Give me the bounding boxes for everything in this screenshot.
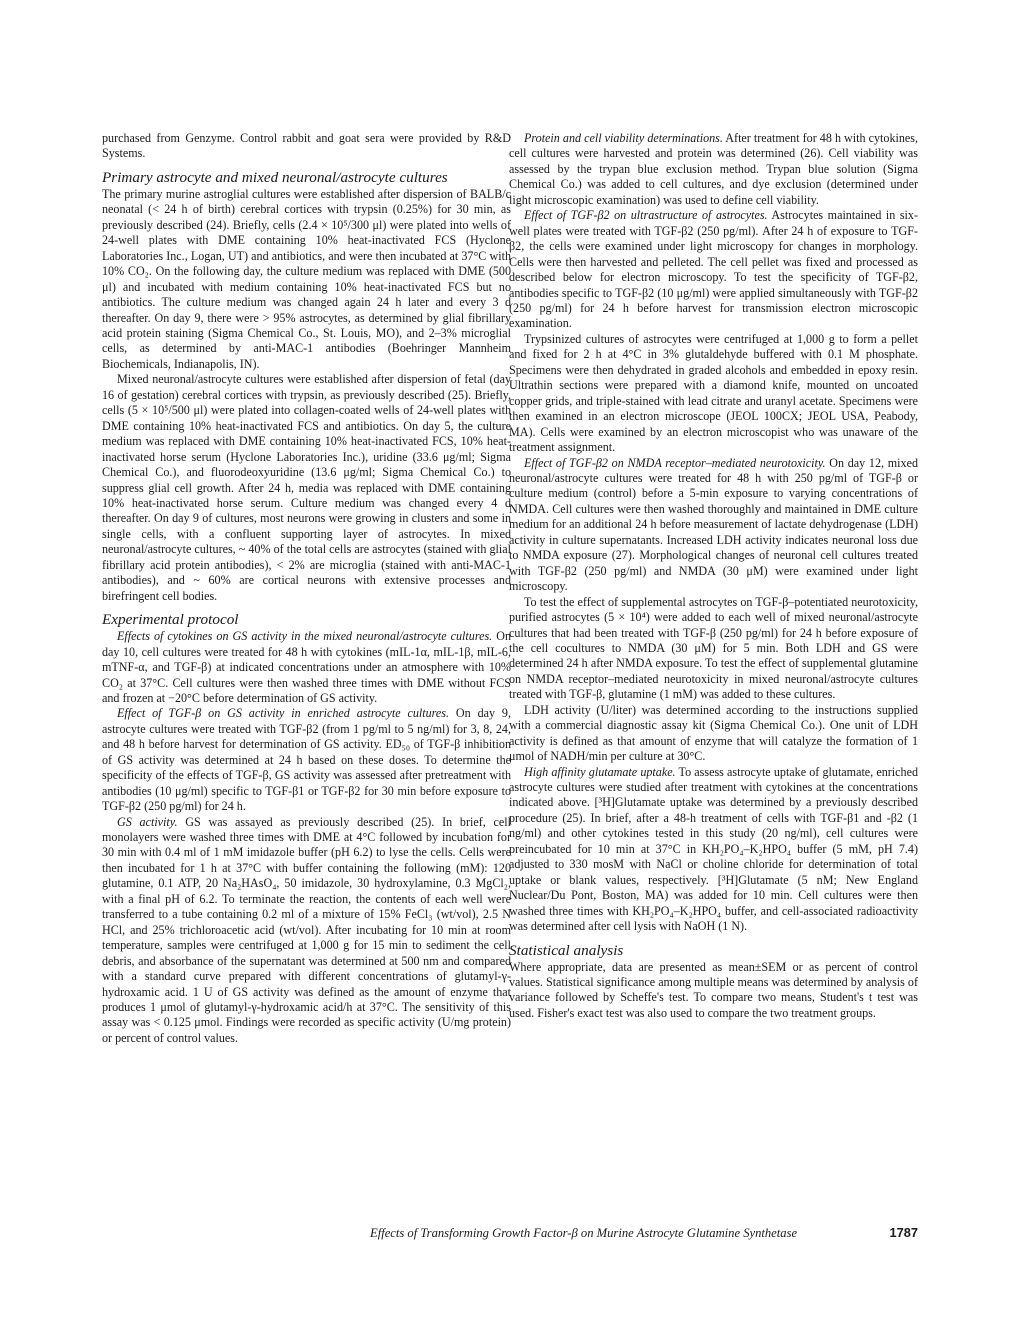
left-column — [102, 131, 511, 1046]
paragraph-glutamate-uptake — [509, 765, 918, 935]
body-gs-activity: GS was assayed as previously described (25). In brief, cell monolayers were washed three times with DME at 4°C followed by incubation for 30 min with 0.4 ml of 1 mM imidazole buffer (pH 6.2) to lyse the cells. Cells were then incubated for 1 h at 37°C with buffer containing the following (mM): 120 glutamine, 0.1 ATP, 20 Na₂HAsO₄, 50 imidazole, 30 hydroxylamine, 0.3 MgCl₂, with a final pH of 6.2. To terminate the reaction, the contents of each well were transferred to a tube containing 0.2 ml of a mixture of 15% FeCl₃ (wt/vol), 2.5 N HCl, and 25% trichloroacetic acid (wt/vol). After incubating for 10 min at room temperature, samples were centrifuged at 1,000 g for 15 min to sediment the cell debris, and absorbance of the supernatant was determined at 500 nm and compared with a standard curve prepared with different concentrations of glutamyl-γ-hydroxamic acid. 1 U of GS activity was defined as the amount of enzyme that produces 1 μmol of glutamyl-γ-hydroxamic acid/h at 37°C. The sensitivity of this assay was < 0.125 μmol. Findings were recorded as specific activity (U/mg protein) or percent of control values. — [102, 814, 511, 1045]
paragraph-continuation: purchased from Genzyme. Control rabbit and goat sera were provided by R&D Systems. — [102, 131, 511, 161]
subheading-ultrastructure: Effect of TGF-β2 on ultrastructure of astrocytes. — [524, 208, 768, 223]
paragraph-gs-activity — [102, 815, 511, 1047]
body-glutamate-uptake: To assess astrocyte uptake of glutamate, enriched astrocyte cultures were studied after treatment with cytokines at the concentrations indicated above. [³H]Glutamate uptake was determined by a previously described procedure (25). In brief, after a 48-h treatment of cells with TGF-β1 and -β2 (1 ng/ml) and other cytokines tested in this study (20 ng/ml), cell cultures were preincubated for 10 min at 37°C in KH₂PO₄–K₂HPO₄ buffer (5 mM, pH 7.4) adjusted to 330 mosM with NaCl or choline chloride for determination of total uptake or blank values, respectively. [³H]Glutamate (5 nM; New England Nuclear/Du Pont, Boston, MA) was added for 10 min. Cell cultures were then washed three times with KH₂PO₄–K₂HPO₄ buffer, and cell-associated radioactivity was determined after cell lysis with NaOH (1 N). — [509, 764, 918, 934]
body-cytokine-effects: On day 10, cell cultures were treated for 48 h with cytokines (mIL-1α, mIL-1β, mIL-6, mTNF-α, and TGF-β) at indicated concentrations under an atmosphere with 10% CO₂ at 37°C. Cell cultures were then washed three times with DME without FCS and frozen at −20°C before determination of GS activity. — [102, 629, 512, 705]
subheading-nmda-neurotoxicity: Effect of TGF-β2 on NMDA receptor–mediated neurotoxicity. — [524, 455, 826, 470]
paragraph-supplemental-astrocytes: To test the effect of supplemental astrocytes on TGF-β–potentiated neurotoxicity, purified astrocytes (5 × 10⁴) were added to each well of mixed neuronal/astrocyte cultures that had been treated with TGF-β (250 pg/ml) for 24 h before exposure of the cell cocultures to NMDA (30 μM) for 5 min. Both LDH and GS were determined 24 h after NMDA exposure. To test the effect of supplemental glutamine on NMDA receptor–mediated neurotoxicity in mixed neuronal/astrocyte cultures treated with TGF-β, glutamine (1 mM) was added to these cultures. — [509, 594, 918, 702]
paragraph-statistical-analysis: Where appropriate, data are presented as mean±SEM or as percent of control values. Statistical significance among multiple means was determined by analysis of variance followed by Scheffe's test. To compare two means, Student's t test was used. Fisher's exact test was also used to compare the two treatment groups. — [509, 959, 918, 1020]
paragraph-mixed-cultures: Mixed neuronal/astrocyte cultures were established after dispersion of fetal (day 16 of gestation) cerebral cortices with trypsin, as previously described (25). Briefly, cells (5 × 10⁵/500 μl) were plated into collagen-coated wells of 24-well plates with DME containing 10% heat-inactivated FCS and antibiotics. On day 5, the culture medium was replaced with DME containing 10% heat-inactivated FCS, 10% heat-inactivated horse serum (Hyclone Laboratories Inc.), uridine (33.6 μg/ml; Sigma Chemical Co.), and fluorodeoxyuridine (13.6 μg/ml; Sigma Chemical Co.) to suppress glial cell growth. After 24 h, media was replaced with DME containing 10% heat-inactivated horse serum. Culture medium was changed every 4 d thereafter. On day 9 of cultures, most neurons were growing in clusters and some in single cells, with a confluent supporting layer of astrocytes. In mixed neuronal/astrocyte cultures, ~ 40% of the total cells are astrocytes (stained with glial fibrillary acid protein antibodies), < 2% are microglia (stained with anti-MAC-1 antibodies), and ~ 60% are cortical neurons with extensive processes and birefringent cell bodies. — [102, 372, 511, 603]
page-footer — [370, 1226, 918, 1241]
heading-primary-cultures: Primary astrocyte and mixed neuronal/astrocyte cultures — [102, 168, 448, 186]
heading-experimental-protocol: Experimental protocol — [102, 611, 239, 629]
paragraph-protein-viability — [509, 131, 918, 208]
paragraph-ldh-activity: LDH activity (U/liter) was determined according to the instructions supplied with a commercial diagnostic assay kit (Sigma Chemical Co.). One unit of LDH activity is defined as that amount of enzyme that will catalyze the formation of 1 μmol of NADH/min per culture at 30°C. — [509, 702, 918, 764]
subheading-glutamate-uptake: High affinity glutamate uptake. — [524, 764, 676, 779]
page-number: 1787 — [889, 1225, 918, 1240]
body-nmda-neurotoxicity: On day 12, mixed neuronal/astrocyte cultures were treated for 48 h with 250 pg/ml of TGF-β or culture medium (control) before a 5-min exposure to varying concentrations of NMDA. Cell cultures were then washed thoroughly and maintained in DME culture medium for an additional 24 h before measurement of lactate dehydrogenase (LDH) activity in culture supernatants. Increased LDH activity indicates neuronal loss due to NMDA exposure (27). Morphological changes of neuronal cell cultures treated with TGF-β2 (250 pg/ml) and NMDA (30 μM) were examined under light microscopy. — [509, 455, 918, 594]
body-ultrastructure: Astrocytes maintained in six-well plates were treated with TGF-β2 (250 pg/ml). After 24 h of exposure to TGF-β2, the cells were examined under light microscopy for changes in morphology. Cells were then harvested and pelleted. The cell pellet was fixed and processed as described below for electron microscopy. To test the specificity of TGF-β2, antibodies specific to TGF-β2 (10 μg/ml) were applied simultaneously with TGF-β2 (250 pg/ml) for 24 h before harvest for transmission electron microscopic examination. — [509, 208, 918, 331]
body-protein-viability: After treatment for 48 h with cytokines, cell cultures were harvested and protein was determined (26). Cell viability was assessed by the trypan blue exclusion method. Trypan blue solution (Sigma Chemical Co.) was added to cell cultures, and dye exclusion (determined under light microscopic examination) was used to define cell viability. — [509, 131, 918, 207]
right-column — [509, 131, 918, 1021]
subheading-gs-activity: GS activity. — [117, 814, 178, 829]
paragraph-nmda-neurotoxicity — [509, 456, 918, 595]
paragraph-primary-cultures: The primary murine astroglial cultures were established after dispersion of BALB/c neonatal (< 24 h of birth) cerebral cortices with trypsin (0.25%) for 30 min, as previously described (24). Briefly, cells (2.4 × 10⁵/300 μl) were plated into wells of 24-well plates with DME containing 10% heat-inactivated FCS (Hyclone Laboratories Inc., Logan, UT) and antibiotics, and were then incubated at 37°C with 10% CO₂. On the following day, the culture medium was replaced with DME (500 μl) and incubated with medium containing 10% heat-inactivated FCS but no antibiotics. The culture medium was changed again 24 h later and every 3 d thereafter. On day 9, there were > 95% astrocytes, as determined by glial fibrillary acid protein staining (Sigma Chemical Co., St. Louis, MO), and 2–3% microglial cells, as determined by anti-MAC-1 antibodies (Boehringer Mannheim Biochemicals, Indianapolis, IN). — [102, 186, 511, 371]
body-tgf-gs-activity: On day 9, astrocyte cultures were treated with TGF-β2 (from 1 pg/ml to 5 ng/ml) for 3, 8, 24, and 48 h before harvest for determination of GS activity. ED₅₀ of TGF-β inhibition of GS activity was determined at 24 h based on these doses. To determine the specificity of the effects of TGF-β, GS activity was assessed after pretreatment with antibodies (10 μg/ml) specific to TGF-β1 or TGF-β2 for 30 min before exposure to TGF-β2 (250 pg/ml) for 24 h. — [102, 706, 511, 814]
heading-statistical-analysis: Statistical analysis — [509, 941, 624, 959]
running-title: Effects of Transforming Growth Factor-β on Murine Astrocyte Glutamine Synthetase — [370, 1226, 798, 1240]
subheading-cytokine-effects: Effects of cytokines on GS activity in the mixed neuronal/astrocyte cultures. — [117, 629, 493, 644]
paragraph-electron-microscopy: Trypsinized cultures of astrocytes were centrifuged at 1,000 g to form a pellet and fixed for 2 h at 4°C in 3% glutaldehyde buffered with 0.1 M phosphate. Specimens were then dehydrated in graded alcohols and embedded in epoxy resin. Ultrathin sections were prepared with a diamond knife, mounted on uncoated copper grids, and triple-stained with lead citrate and uranyl acetate. Specimens were then examined in an electron microscope (JEOL 100CX; JEOL USA, Peabody, MA). Cells were examined by an electron microscopist who was unaware of the treatment assignment. — [509, 331, 918, 455]
paragraph-ultrastructure — [509, 208, 918, 332]
subheading-protein-viability: Protein and cell viability determinations. — [524, 131, 723, 145]
subheading-tgf-gs-activity: Effect of TGF-β on GS activity in enriched astrocyte cultures. — [117, 706, 450, 721]
paragraph-cytokine-effects — [102, 629, 511, 706]
paragraph-tgf-gs-activity — [102, 706, 511, 814]
